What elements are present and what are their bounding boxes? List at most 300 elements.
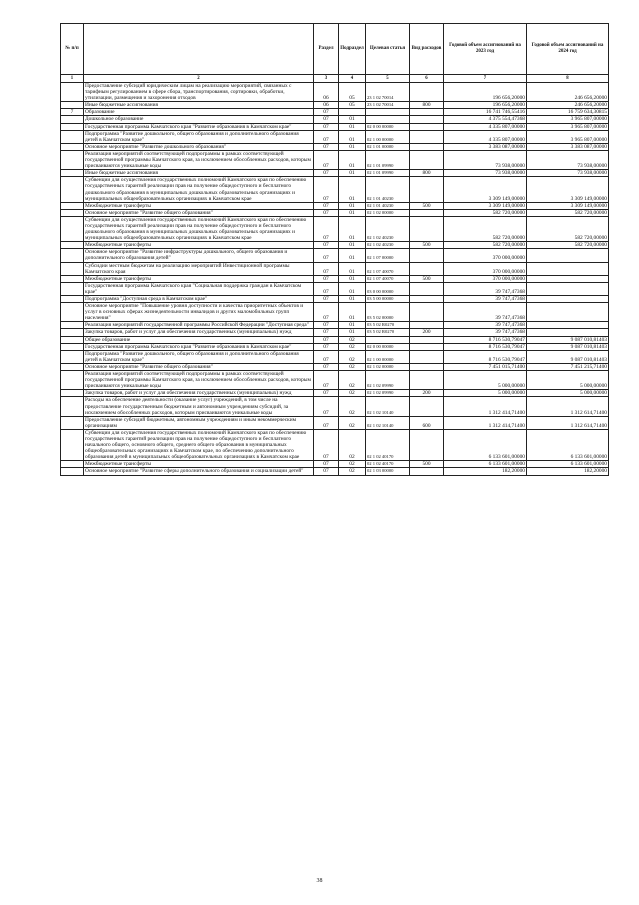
table-row bbox=[61, 390, 609, 397]
target-article-cell: 02 1 02 10140 bbox=[366, 397, 410, 416]
row-name-cell: Субвенции для осуществления государственных полномочий Камчатского края по обеспечению государственных гарантий реализации прав на получение общедоступного и бесплатного дошкольного образования в муниципальных дошкольных образовательных организациях и муниципальных общеобразовательных организациях в Камчатском крае bbox=[84, 216, 314, 241]
row-name-cell: Закупка товаров, работ и услуг для обеспечения государственных (муниципальных) нужд bbox=[84, 329, 314, 336]
table-row bbox=[61, 468, 609, 475]
amount-2024-cell: 582 720,00000 bbox=[527, 242, 609, 249]
podrazdel-cell: 01 bbox=[339, 143, 366, 150]
target-article-cell: 02 1 02 00000 bbox=[366, 363, 410, 370]
amount-2023-cell: 7 451 015,71400 bbox=[444, 363, 527, 370]
target-article-cell: 03 5 02 R0270 bbox=[366, 329, 410, 336]
podrazdel-cell: 02 bbox=[339, 336, 366, 343]
table-row bbox=[61, 242, 609, 249]
header-row bbox=[61, 24, 609, 75]
row-name-cell: Реализация мероприятий соответствующей подпрограммы в рамках соответствующей государственной программы Камчатского края, за исключением обособленных расходов, которым присваиваются уникальные коды bbox=[84, 371, 314, 390]
row-number-cell bbox=[61, 282, 84, 295]
razdel-cell: 07 bbox=[314, 202, 339, 209]
row-name-cell: Подпрограмма "Развитие дошкольного, общего образования и дополнительного образования детей в Камчатском крае" bbox=[84, 130, 314, 143]
amount-2024-cell bbox=[527, 322, 609, 329]
table-row bbox=[61, 123, 609, 130]
expense-type-cell bbox=[410, 336, 444, 343]
row-name-cell: Основное мероприятие "Развитие инфраструктуры дошкольного, общего образования и дополнительного образования детей" bbox=[84, 249, 314, 262]
amount-2023-cell: 6 133 601,00000 bbox=[444, 461, 527, 468]
amount-2023-cell: 39 747,47368 bbox=[444, 296, 527, 303]
razdel-cell: 07 bbox=[314, 209, 339, 216]
target-article-cell: 03 5 02 00000 bbox=[366, 303, 410, 322]
row-number-cell bbox=[61, 416, 84, 429]
table-row bbox=[61, 296, 609, 303]
row-name-cell: Межбюджетные трансферты bbox=[84, 275, 314, 282]
expense-type-cell bbox=[410, 216, 444, 241]
razdel-cell: 07 bbox=[314, 143, 339, 150]
table-row bbox=[61, 170, 609, 177]
table-row bbox=[61, 303, 609, 322]
podrazdel-cell: 01 bbox=[339, 262, 366, 275]
row-number-cell bbox=[61, 303, 84, 322]
target-article-cell: 23 1 02 70014 bbox=[366, 83, 410, 102]
razdel-cell: 07 bbox=[314, 130, 339, 143]
podrazdel-cell: 01 bbox=[339, 303, 366, 322]
razdel-cell: 07 bbox=[314, 262, 339, 275]
amount-2024-cell bbox=[527, 249, 609, 262]
expense-type-cell bbox=[410, 350, 444, 363]
row-number-cell bbox=[61, 209, 84, 216]
amount-2023-cell: 8 716 530,79047 bbox=[444, 336, 527, 343]
row-name-cell: Предоставление субсидий бюджетным, автономным учреждениям и иным некоммерческим организациям bbox=[84, 416, 314, 429]
table-row bbox=[61, 262, 609, 275]
podrazdel-cell: 02 bbox=[339, 343, 366, 350]
target-article-cell: 02 1 01 09990 bbox=[366, 170, 410, 177]
podrazdel-cell: 02 bbox=[339, 397, 366, 416]
row-name-cell: Дошкольное образование bbox=[84, 116, 314, 123]
table-row bbox=[61, 343, 609, 350]
amount-2023-cell: 370 000,00000 bbox=[444, 262, 527, 275]
razdel-cell: 07 bbox=[314, 177, 339, 202]
podrazdel-cell: 02 bbox=[339, 371, 366, 390]
row-name-cell: Подпрограмма "Доступная среда в Камчатском крае" bbox=[84, 296, 314, 303]
row-number-cell bbox=[61, 350, 84, 363]
row-number-cell bbox=[61, 170, 84, 177]
expense-type-cell: 800 bbox=[410, 170, 444, 177]
target-article-cell: 02 1 02 40230 bbox=[366, 242, 410, 249]
amount-2023-cell: 5 000,00000 bbox=[444, 371, 527, 390]
podrazdel-cell: 01 bbox=[339, 242, 366, 249]
razdel-cell: 07 bbox=[314, 242, 339, 249]
expense-type-cell bbox=[410, 209, 444, 216]
amount-2023-cell: 16 741 746,55416 bbox=[444, 109, 527, 116]
row-number-cell: 7 bbox=[61, 109, 84, 116]
razdel-cell: 07 bbox=[314, 416, 339, 429]
expense-type-cell bbox=[410, 363, 444, 370]
row-name-cell: Закупка товаров, работ и услуг для обеспечения государственных (муниципальных) нужд bbox=[84, 390, 314, 397]
expense-type-cell bbox=[410, 177, 444, 202]
row-name-cell: Реализация мероприятий государственной программы Российской Федерации "Доступная среда" bbox=[84, 322, 314, 329]
target-article-cell: 02 1 02 40170 bbox=[366, 461, 410, 468]
row-number-cell bbox=[61, 202, 84, 209]
amount-2023-cell: 582 720,00000 bbox=[444, 242, 527, 249]
row-name-cell: Реализация мероприятий соответствующей подпрограммы в рамках соответствующей государственной программы Камчатского края, за исключением обособленных расходов, которым присваиваются уникальные коды bbox=[84, 150, 314, 169]
expense-type-cell: 500 bbox=[410, 242, 444, 249]
amount-2024-cell: 582 720,00000 bbox=[527, 216, 609, 241]
podrazdel-cell: 01 bbox=[339, 322, 366, 329]
row-number-cell bbox=[61, 150, 84, 169]
razdel-cell: 07 bbox=[314, 216, 339, 241]
podrazdel-cell: 01 bbox=[339, 123, 366, 130]
row-name-cell: Иные бюджетные ассигнования bbox=[84, 102, 314, 109]
row-name-cell: Основное мероприятие "Развитие общего образования" bbox=[84, 363, 314, 370]
row-name-cell: Основное мероприятие "Развитие сферы дополнительного образования и социализации детей" bbox=[84, 468, 314, 475]
table-row bbox=[61, 116, 609, 123]
amount-2023-cell: 582 720,00000 bbox=[444, 209, 527, 216]
amount-2024-cell: 1 312 614,71400 bbox=[527, 397, 609, 416]
expense-type-cell bbox=[410, 249, 444, 262]
row-number-cell bbox=[61, 336, 84, 343]
row-name-cell: Основное мероприятие "Развитие общего образования" bbox=[84, 209, 314, 216]
table-row bbox=[61, 371, 609, 390]
amount-2024-cell: 3 965 807,00000 bbox=[527, 116, 609, 123]
amount-2023-cell: 196 656,20000 bbox=[444, 83, 527, 102]
amount-2023-cell: 39 747,47368 bbox=[444, 303, 527, 322]
expense-type-cell bbox=[410, 150, 444, 169]
row-name-cell: Расходы на обеспечение деятельности (оказание услуг) учреждений, в том числе на предоставление государственным бюджетным и автономным учреждениям субсидий, за исключением обособленных расходов, которым присваиваются уникальные коды bbox=[84, 397, 314, 416]
table-row bbox=[61, 275, 609, 282]
expense-type-cell bbox=[410, 282, 444, 295]
table-row bbox=[61, 336, 609, 343]
expense-type-cell: 600 bbox=[410, 416, 444, 429]
amount-2023-cell: 3 383 087,00000 bbox=[444, 143, 527, 150]
table-row bbox=[61, 83, 609, 102]
amount-2023-cell: 3 309 149,00000 bbox=[444, 202, 527, 209]
budget-allocation-table bbox=[60, 23, 609, 476]
amount-2024-cell: 16 759 634,30815 bbox=[527, 109, 609, 116]
amount-2024-cell bbox=[527, 262, 609, 275]
amount-2024-cell: 9 087 010,81403 bbox=[527, 343, 609, 350]
target-article-cell: 02 1 01 40230 bbox=[366, 177, 410, 202]
budget-table-sheet bbox=[60, 23, 608, 476]
amount-2023-cell: 8 716 530,79047 bbox=[444, 343, 527, 350]
target-article-cell: 02 1 01 09990 bbox=[366, 150, 410, 169]
razdel-cell: 07 bbox=[314, 343, 339, 350]
row-name-cell: Иные бюджетные ассигнования bbox=[84, 170, 314, 177]
target-article-cell: 02 1 00 00000 bbox=[366, 350, 410, 363]
table-row bbox=[61, 397, 609, 416]
amount-2024-cell bbox=[527, 282, 609, 295]
row-name-cell: Государственная программа Камчатского края "Развитие образования в Камчатском крае" bbox=[84, 343, 314, 350]
target-article-cell bbox=[366, 109, 410, 116]
row-number-cell bbox=[61, 143, 84, 150]
amount-2023-cell: 39 747,47368 bbox=[444, 282, 527, 295]
razdel-cell: 06 bbox=[314, 83, 339, 102]
expense-type-cell bbox=[410, 322, 444, 329]
amount-2023-cell: 8 716 530,79047 bbox=[444, 350, 527, 363]
amount-2023-cell: 73 938,00000 bbox=[444, 170, 527, 177]
row-name-cell: Межбюджетные трансферты bbox=[84, 202, 314, 209]
column-number: 3 bbox=[314, 75, 339, 83]
amount-2023-cell: 5 000,00000 bbox=[444, 390, 527, 397]
amount-2023-cell: 196 656,20000 bbox=[444, 102, 527, 109]
row-number-cell bbox=[61, 177, 84, 202]
amount-2024-cell bbox=[527, 296, 609, 303]
podrazdel-cell: 02 bbox=[339, 416, 366, 429]
amount-2024-cell bbox=[527, 329, 609, 336]
target-article-cell: 02 0 00 00000 bbox=[366, 343, 410, 350]
amount-2023-cell: 39 747,47368 bbox=[444, 329, 527, 336]
razdel-cell: 07 bbox=[314, 150, 339, 169]
expense-type-cell bbox=[410, 83, 444, 102]
amount-2024-cell: 7 451 215,71400 bbox=[527, 363, 609, 370]
table-row bbox=[61, 143, 609, 150]
expense-type-cell: 500 bbox=[410, 461, 444, 468]
row-name-cell: Основное мероприятие "Развитие дошкольного образования" bbox=[84, 143, 314, 150]
target-article-cell: 02 1 00 00000 bbox=[366, 130, 410, 143]
row-number-cell bbox=[61, 296, 84, 303]
expense-type-cell bbox=[410, 468, 444, 475]
table-row bbox=[61, 109, 609, 116]
amount-2023-cell: 1 312 414,71400 bbox=[444, 397, 527, 416]
razdel-cell: 07 bbox=[314, 363, 339, 370]
table-row bbox=[61, 416, 609, 429]
expense-type-cell bbox=[410, 296, 444, 303]
column-number: 1 bbox=[61, 75, 84, 83]
target-article-cell: 23 1 02 70014 bbox=[366, 102, 410, 109]
podrazdel-cell: 01 bbox=[339, 329, 366, 336]
amount-2024-cell: 3 965 807,00000 bbox=[527, 130, 609, 143]
expense-type-cell: 800 bbox=[410, 102, 444, 109]
podrazdel-cell: 01 bbox=[339, 282, 366, 295]
amount-2023-cell: 4 335 807,00000 bbox=[444, 123, 527, 130]
razdel-cell: 07 bbox=[314, 397, 339, 416]
row-name-cell: Предоставление субсидий юридическим лицам на реализацию мероприятий, связанных с тарифным регулированием в сфере сбора, транспортирования, сортировки, обработки, утилизации, размещения и захоронения отходов bbox=[84, 83, 314, 102]
header-amount-2023: Годовой объем ассигнований на 2023 год bbox=[444, 24, 527, 75]
razdel-cell: 07 bbox=[314, 390, 339, 397]
column-number: 4 bbox=[339, 75, 366, 83]
row-name-cell: Межбюджетные трансферты bbox=[84, 242, 314, 249]
header-target-article: Целевая статья bbox=[366, 24, 410, 75]
podrazdel-cell: 01 bbox=[339, 130, 366, 143]
table-row bbox=[61, 461, 609, 468]
target-article-cell: 02 1 01 00000 bbox=[366, 143, 410, 150]
row-name-cell: Общее образование bbox=[84, 336, 314, 343]
expense-type-cell bbox=[410, 130, 444, 143]
row-name-cell: Государственная программа Камчатского края "Социальная поддержка граждан в Камчатском крае" bbox=[84, 282, 314, 295]
amount-2023-cell: 370 000,00000 bbox=[444, 275, 527, 282]
column-number: 8 bbox=[527, 75, 609, 83]
row-number-cell bbox=[61, 429, 84, 460]
expense-type-cell bbox=[410, 371, 444, 390]
razdel-cell: 07 bbox=[314, 429, 339, 460]
target-article-cell bbox=[366, 116, 410, 123]
expense-type-cell: 200 bbox=[410, 390, 444, 397]
table-row bbox=[61, 249, 609, 262]
expense-type-cell bbox=[410, 123, 444, 130]
expense-type-cell bbox=[410, 343, 444, 350]
amount-2023-cell: 370 000,00000 bbox=[444, 249, 527, 262]
target-article-cell: 02 0 00 00000 bbox=[366, 123, 410, 130]
row-number-cell bbox=[61, 275, 84, 282]
expense-type-cell bbox=[410, 116, 444, 123]
row-number-cell bbox=[61, 343, 84, 350]
razdel-cell: 07 bbox=[314, 275, 339, 282]
amount-2024-cell: 1 312 614,71400 bbox=[527, 416, 609, 429]
row-number-cell bbox=[61, 461, 84, 468]
table-row bbox=[61, 350, 609, 363]
target-article-cell: 02 1 02 09990 bbox=[366, 390, 410, 397]
amount-2023-cell: 4 335 807,00000 bbox=[444, 130, 527, 143]
row-name-cell: Межбюджетные трансферты bbox=[84, 461, 314, 468]
table-row bbox=[61, 282, 609, 295]
amount-2023-cell: 1 312 414,71400 bbox=[444, 416, 527, 429]
amount-2024-cell: 5 000,00000 bbox=[527, 390, 609, 397]
table-row bbox=[61, 150, 609, 169]
expense-type-cell bbox=[410, 429, 444, 460]
expense-type-cell: 500 bbox=[410, 202, 444, 209]
podrazdel-cell: 05 bbox=[339, 102, 366, 109]
row-name-cell: Образование bbox=[84, 109, 314, 116]
table-row bbox=[61, 202, 609, 209]
razdel-cell: 06 bbox=[314, 102, 339, 109]
podrazdel-cell: 02 bbox=[339, 350, 366, 363]
razdel-cell: 07 bbox=[314, 303, 339, 322]
razdel-cell: 07 bbox=[314, 249, 339, 262]
amount-2023-cell: 4 375 554,47368 bbox=[444, 116, 527, 123]
target-article-cell: 02 1 01 40230 bbox=[366, 202, 410, 209]
podrazdel-cell: 01 bbox=[339, 150, 366, 169]
razdel-cell: 07 bbox=[314, 296, 339, 303]
target-article-cell: 02 1 02 10140 bbox=[366, 416, 410, 429]
podrazdel-cell: 02 bbox=[339, 363, 366, 370]
razdel-cell: 07 bbox=[314, 116, 339, 123]
amount-2024-cell: 9 087 010,81403 bbox=[527, 350, 609, 363]
amount-2024-cell: 5 000,00000 bbox=[527, 371, 609, 390]
amount-2023-cell: 39 747,47368 bbox=[444, 322, 527, 329]
target-article-cell: 02 1 02 09990 bbox=[366, 371, 410, 390]
razdel-cell: 07 bbox=[314, 468, 339, 475]
amount-2023-cell: 3 309 149,00000 bbox=[444, 177, 527, 202]
razdel-cell: 07 bbox=[314, 461, 339, 468]
amount-2024-cell: 3 965 807,00000 bbox=[527, 123, 609, 130]
row-number-cell bbox=[61, 322, 84, 329]
amount-2024-cell: 6 133 601,00000 bbox=[527, 429, 609, 460]
row-number-cell bbox=[61, 390, 84, 397]
page-number: 38 bbox=[316, 878, 323, 884]
amount-2024-cell bbox=[527, 303, 609, 322]
target-article-cell bbox=[366, 336, 410, 343]
amount-2024-cell: 3 309 149,00000 bbox=[527, 202, 609, 209]
column-number: 7 bbox=[444, 75, 527, 83]
razdel-cell: 07 bbox=[314, 170, 339, 177]
amount-2023-cell: 73 938,00000 bbox=[444, 150, 527, 169]
amount-2024-cell: 73 938,00000 bbox=[527, 150, 609, 169]
target-article-cell: 02 1 07 40070 bbox=[366, 262, 410, 275]
target-article-cell: 02 1 07 40070 bbox=[366, 275, 410, 282]
row-name-cell: Субвенции для осуществления государственных полномочий Камчатского края по обеспечению государственных гарантий реализации прав на получение общедоступного и бесплатного начального общего, основного общего, среднего общего образования в муниципальных общеобразовательных организациях в Камчатском крае, по обеспечению дополнительного образования детей в муниципальных общеобразовательных организациях в Камчатском крае bbox=[84, 429, 314, 460]
amount-2024-cell: 246 656,20000 bbox=[527, 102, 609, 109]
podrazdel-cell: 02 bbox=[339, 468, 366, 475]
row-name-cell: Подпрограмма "Развитие дошкольного, общего образования и дополнительного образования детей в Камчатском крае" bbox=[84, 350, 314, 363]
header-razdel: Раздел bbox=[314, 24, 339, 75]
row-number-cell bbox=[61, 116, 84, 123]
amount-2023-cell: 582 720,00000 bbox=[444, 216, 527, 241]
row-number-cell bbox=[61, 363, 84, 370]
row-number-cell bbox=[61, 130, 84, 143]
row-number-cell bbox=[61, 371, 84, 390]
razdel-cell: 07 bbox=[314, 371, 339, 390]
row-name-cell: Субсидии местным бюджетам на реализацию мероприятий Инвестиционной программы Камчатского края bbox=[84, 262, 314, 275]
podrazdel-cell: 01 bbox=[339, 209, 366, 216]
podrazdel-cell: 01 bbox=[339, 275, 366, 282]
table-row bbox=[61, 322, 609, 329]
row-number-cell bbox=[61, 216, 84, 241]
table-row bbox=[61, 329, 609, 336]
expense-type-cell: 500 bbox=[410, 275, 444, 282]
row-number-cell bbox=[61, 468, 84, 475]
target-article-cell: 02 1 07 00000 bbox=[366, 249, 410, 262]
column-number-row bbox=[61, 75, 609, 83]
target-article-cell: 02 1 02 40230 bbox=[366, 216, 410, 241]
target-article-cell: 02 1 03 00000 bbox=[366, 468, 410, 475]
podrazdel-cell: 02 bbox=[339, 390, 366, 397]
table-row bbox=[61, 363, 609, 370]
expense-type-cell bbox=[410, 397, 444, 416]
target-article-cell: 03 5 00 00000 bbox=[366, 296, 410, 303]
podrazdel-cell: 02 bbox=[339, 461, 366, 468]
razdel-cell: 07 bbox=[314, 329, 339, 336]
expense-type-cell bbox=[410, 109, 444, 116]
header-podrazdel: Подраздел bbox=[339, 24, 366, 75]
expense-type-cell bbox=[410, 303, 444, 322]
table-row bbox=[61, 209, 609, 216]
razdel-cell: 07 bbox=[314, 336, 339, 343]
table-row bbox=[61, 130, 609, 143]
expense-type-cell bbox=[410, 143, 444, 150]
razdel-cell: 07 bbox=[314, 109, 339, 116]
row-number-cell bbox=[61, 123, 84, 130]
row-number-cell bbox=[61, 329, 84, 336]
razdel-cell: 07 bbox=[314, 282, 339, 295]
table-row bbox=[61, 429, 609, 460]
podrazdel-cell: 01 bbox=[339, 116, 366, 123]
amount-2023-cell: 182,20000 bbox=[444, 468, 527, 475]
podrazdel-cell: 01 bbox=[339, 202, 366, 209]
amount-2024-cell: 73 938,00000 bbox=[527, 170, 609, 177]
row-number-cell bbox=[61, 397, 84, 416]
target-article-cell: 03 0 00 00000 bbox=[366, 282, 410, 295]
target-article-cell: 02 1 02 00000 bbox=[366, 209, 410, 216]
row-number-cell bbox=[61, 83, 84, 102]
table-row bbox=[61, 102, 609, 109]
podrazdel-cell: 02 bbox=[339, 429, 366, 460]
target-article-cell: 03 5 02 R0270 bbox=[366, 322, 410, 329]
header-amount-2024: Годовой объем ассигнований на 2024 год bbox=[527, 24, 609, 75]
target-article-cell: 02 1 02 40170 bbox=[366, 429, 410, 460]
razdel-cell: 07 bbox=[314, 350, 339, 363]
amount-2024-cell: 3 383 087,00000 bbox=[527, 143, 609, 150]
row-name-cell: Государственная программа Камчатского края "Развитие образования в Камчатском крае" bbox=[84, 123, 314, 130]
expense-type-cell: 200 bbox=[410, 329, 444, 336]
podrazdel-cell bbox=[339, 109, 366, 116]
column-number: 2 bbox=[84, 75, 314, 83]
row-name-cell: Субвенции для осуществления государственных полномочий Камчатского края по обеспечению государственных гарантий реализации прав на получение общедоступного и бесплатного дошкольного образования в муниципальных дошкольных образовательных организациях и муниципальных общеобразовательных организациях в Камчатском крае bbox=[84, 177, 314, 202]
row-number-cell bbox=[61, 249, 84, 262]
podrazdel-cell: 05 bbox=[339, 83, 366, 102]
podrazdel-cell: 01 bbox=[339, 177, 366, 202]
header-number: № п/п bbox=[61, 24, 84, 75]
podrazdel-cell: 01 bbox=[339, 249, 366, 262]
row-name-cell: Основное мероприятие "Повышение уровня доступности и качества приоритетных объектов и услуг в основных сферах жизнедеятельности инвалидов и других маломобильных групп населения" bbox=[84, 303, 314, 322]
column-number: 6 bbox=[410, 75, 444, 83]
row-number-cell bbox=[61, 262, 84, 275]
razdel-cell: 07 bbox=[314, 123, 339, 130]
amount-2024-cell: 182,20000 bbox=[527, 468, 609, 475]
razdel-cell: 07 bbox=[314, 322, 339, 329]
